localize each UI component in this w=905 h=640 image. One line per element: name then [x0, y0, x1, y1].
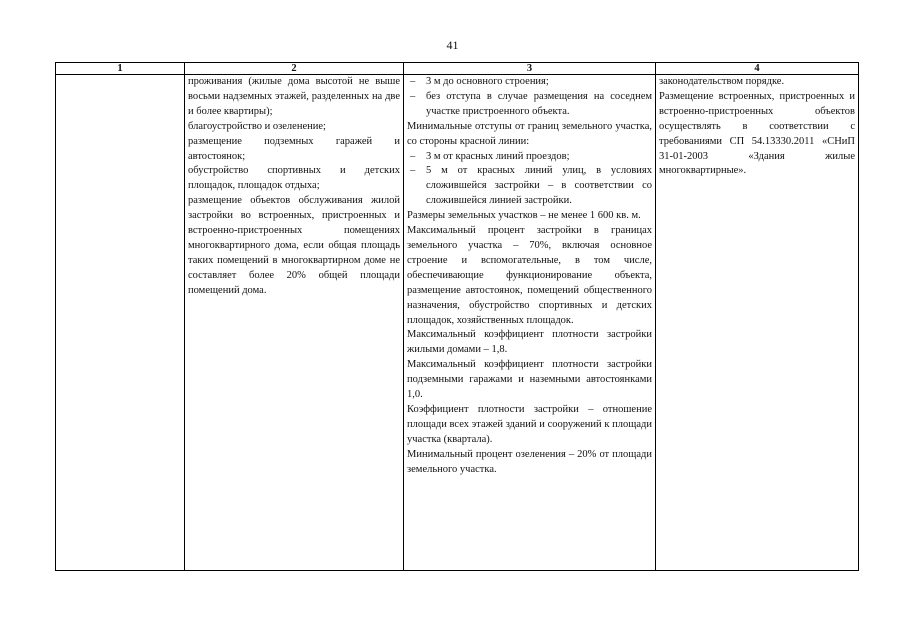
col4-paragraph: законодательством порядке. — [659, 76, 785, 87]
col2-paragraph: обустройство спортивных и детских площадок, площадок отдыха; — [188, 165, 400, 192]
cell-col3-parameters — [404, 75, 656, 571]
cell-col1 — [56, 75, 185, 571]
column-header-3: 3 — [404, 63, 656, 75]
col3-paragraph: Максимальный процент застройки в границах земельного участка – 70%, включая основное строение и вспомогательные, в том числе, обеспечивающие функционирование объекта, размещение автостоянок, помещений общественного назначения, обустройство спортивных и детских площадок, хозяйственных площадок. — [407, 225, 652, 326]
list-item: – 3 м от красных линий проездов; — [407, 150, 652, 165]
setback-list — [407, 75, 652, 120]
list-item: – без отступа в случае размещения на соседнем участке пристроенного объекта. — [407, 90, 652, 120]
cell-col2-permitted-uses — [185, 75, 404, 571]
col3-paragraph: Коэффициент плотности застройки – отношение площади всех этажей зданий и сооружений к площади участка (квартала). — [407, 403, 652, 445]
col2-paragraph: проживания (жилые дома высотой не выше восьми надземных этажей, разделенных на две и более квартиры); — [188, 76, 400, 117]
table-header-row — [56, 63, 859, 75]
col3-paragraph: Размеры земельных участков – не менее 1 600 кв. м. — [407, 210, 641, 222]
column-header-4: 4 — [656, 63, 859, 75]
col3-paragraph: Минимальный процент озеленения – 20% от площади земельного участка. — [407, 448, 652, 475]
column-header-2: 2 — [185, 63, 404, 75]
regulations-table — [55, 62, 859, 571]
page-number: 41 — [446, 38, 459, 52]
col4-paragraph: Размещение встроенных, пристроенных и встроенно-пристроенных объектов осуществлять в соответствии с требованиями СП 54.13330.2011 «СНиП 31-01-2003 «Здания жилые многоквартирные». — [659, 90, 855, 177]
col3-paragraph: Максимальный коэффициент плотности застройки подземными гаражами и наземными автостоянками 1,0. — [407, 359, 652, 401]
red-line-setback-list — [407, 150, 652, 210]
table-row — [56, 75, 859, 571]
col3-paragraph: Минимальные отступы от границ земельного участка, со стороны красной линии: — [407, 120, 652, 147]
list-item: – 5 м от красных линий улиц, в условиях сложившейся застройки – в соответствии со сложившейся линией застройки. — [407, 164, 652, 209]
col2-paragraph: благоустройство и озеленение; — [188, 120, 326, 132]
cell-col4-notes — [656, 75, 859, 571]
col3-paragraph: Максимальный коэффициент плотности застройки жилыми домами – 1,8. — [407, 329, 652, 356]
list-item: – 3 м до основного строения; — [407, 75, 652, 90]
col2-paragraph: размещение подземных гаражей и автостоянок; — [188, 135, 400, 162]
col2-paragraph: размещение объектов обслуживания жилой застройки во встроенных, пристроенных и встроенно-пристроенных помещениях многоквартирного дома, если общая площадь таких помещений в многоквартирном доме не составляет более 20% общей площади помещений дома. — [188, 195, 400, 296]
column-header-1: 1 — [56, 63, 185, 75]
